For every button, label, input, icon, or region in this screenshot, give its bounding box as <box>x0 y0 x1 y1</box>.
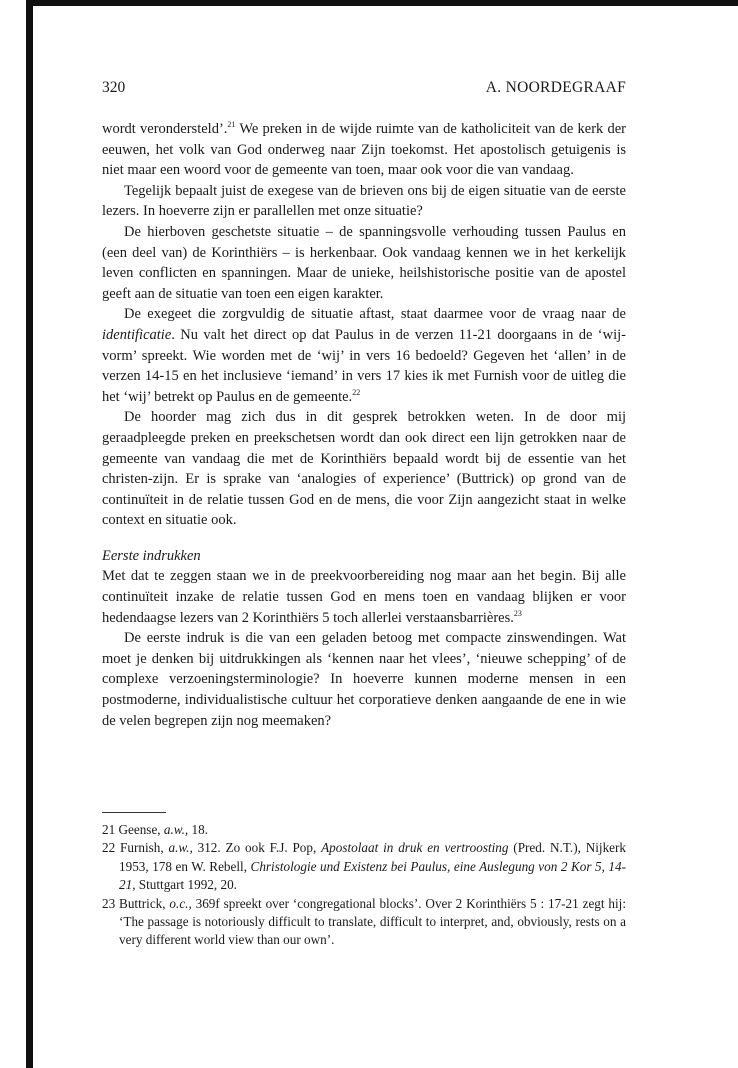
scan-left-edge <box>26 0 33 1068</box>
footnote-ref: 23 <box>513 608 522 618</box>
footnote: 21 Geense, a.w., 18. <box>102 822 208 837</box>
scan-top-edge <box>26 0 738 6</box>
paragraph: De hierboven geschetste situatie – de spanningsvolle verhouding tussen Paulus en (een deel van) de Korinthiërs – is herkenbaar. Ook vandaag kennen we in het kerkelijk leven conflicten en spanningen. Maar de unieke, heilshistorische positie van de apostel geeft aan de situatie van toen een eigen karakter. <box>102 223 626 302</box>
section-heading: Eerste indrukken <box>102 547 201 564</box>
paragraph: De hoorder mag zich dus in dit gesprek betrokken weten. In de door mij geraadpleegde preken en preekschetsen wordt dan ook direct een lijn getrokken naar de gemeente van vandaag die met de Korinthiërs bepaald wordt bij de essentie van het christen-zijn. Er is sprake van ‘analogies of experience’ (Buttrick) op grond van de continuïteit in de relatie tussen God en de mens, die voor Zijn aangezicht staat in welke context en situatie ook. <box>102 409 626 529</box>
footnote: 22 Furnish, a.w., 312. Zo ook F.J. Pop, Apostolaat in druk en vertroosting (Pred. N.T.), Nijkerk 1953, 178 en W. Rebell, Christologie und Existenz bei Paulus, eine Auslegung von 2 Kor 5, 14-21, Stuttgart 1992, 20. <box>102 840 626 893</box>
paragraph: De eerste indruk is die van een geladen betoog met compacte zinswendingen. Wat moet je denken bij uitdrukkingen als ‘kennen naar het vlees’, ‘nieuwe schepping’ of de complexe verzoeningsterminologie? In hoeverre kunnen moderne mensen in een postmoderne, individualistische cultuur het corporatieve denken aangaande de ene in wie de velen begrepen zijn nog meemaken? <box>102 630 626 729</box>
paragraph: wordt verondersteld’.$^{21}$ We preken in de wijde ruimte van de katholiciteit van de kerk der eeuwen, het volk van God onderweg naar Zijn toekomst. Het apostolisch getuigenis is niet maar een woord voor de gemeente van toen, maar ook voor die van vandaag. <box>102 120 626 179</box>
paragraph: Tegelijk bepaalt juist de exegese van de brieven ons bij de eigen situatie van de eerste lezers. In hoeverre zijn er parallellen met onze situatie? <box>102 182 626 220</box>
footnote: 23 Buttrick, o.c., 369f spreekt over ‘congregational blocks’. Over 2 Korinthiërs 5 : 17-21 zegt hij: ‘The passage is notoriously difficult to translate, difficult to interpret, and, obviously, rests on a very different world view than our own’. <box>102 895 626 948</box>
footnote-separator <box>102 812 166 813</box>
running-head-author: A. NOORDEGRAAF <box>485 79 626 96</box>
running-header <box>102 79 626 99</box>
paragraph: Met dat te zeggen staan we in de preekvoorbereiding nog maar aan het begin. Bij alle continuïteit inzake de relatie tussen God en mens toen en vandaag blijken er voor hedendaagse lezers van 2 Korinthiërs 5 toch allerlei verstaansbarrières.$^{23}$ <box>102 568 626 626</box>
footnote-ref: 22 <box>352 387 361 397</box>
page-number: 320 <box>102 79 126 96</box>
footnotes <box>102 821 626 950</box>
footnote-ref: 21 <box>227 120 236 129</box>
paragraph: De exegeet die zorgvuldig de situatie aftast, staat daarmee voor de vraag naar de identificatie. Nu valt het direct op dat Paulus in de verzen 11-21 doorgaans in de ‘wij-vorm’ spreekt. Wie worden met de ‘wij’ in vers 16 bedoeld? Gegeven het ‘allen’ in de verzen 14-15 en het inclusieve ‘iemand’ in vers 17 kies ik met Furnish voor de uitleg die het ‘wij’ betrekt op Paulus en de gemeente.$^{22}$ <box>102 306 626 405</box>
body-text <box>102 119 626 731</box>
